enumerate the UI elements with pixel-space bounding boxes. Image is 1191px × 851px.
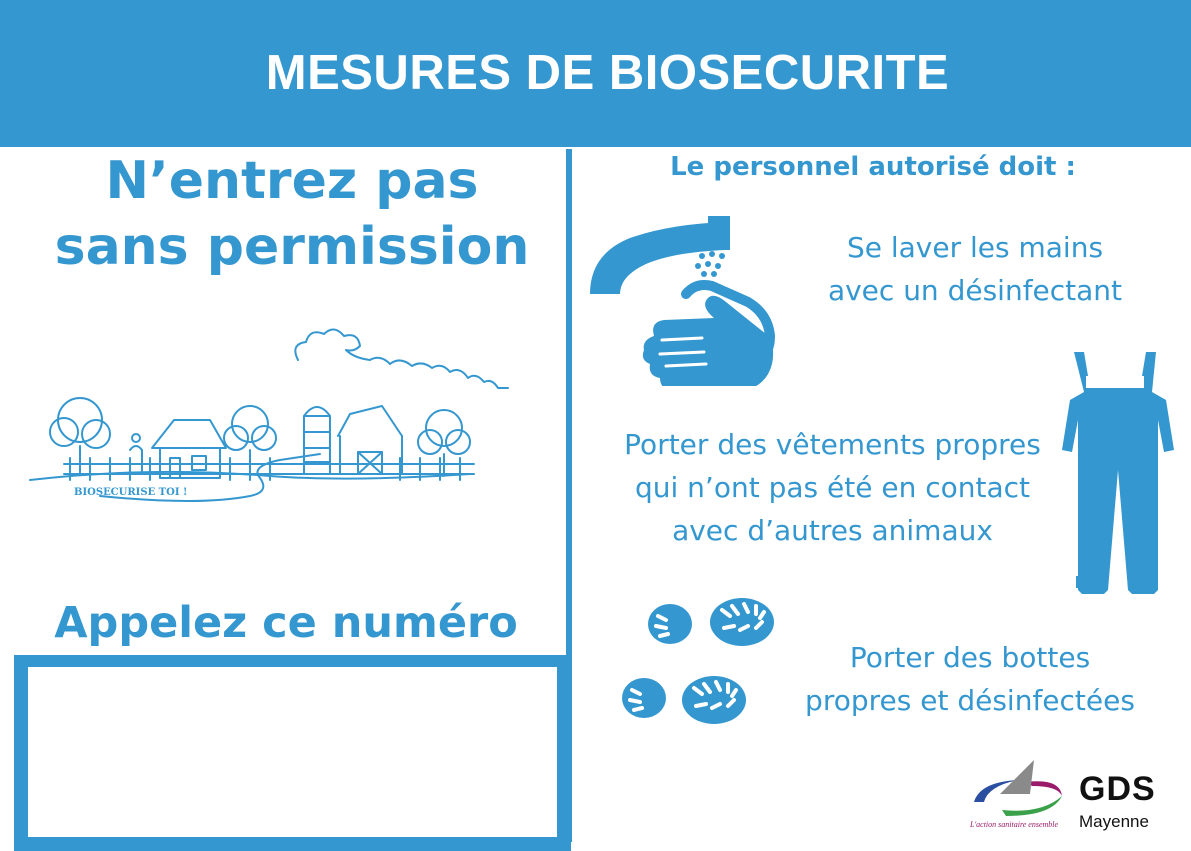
page-title: MESURES DE BIOSECURITE bbox=[265, 46, 950, 100]
rule-1-line-1: Se laver les mains bbox=[846, 231, 1104, 264]
rule-3-line-2: propres et désinfectées bbox=[805, 684, 1135, 717]
rule-2-line-3: avec d’autres animaux bbox=[672, 514, 993, 547]
logo-tagline: L'action sanitaire ensemble bbox=[970, 820, 1059, 829]
logo-region: Mayenne bbox=[1079, 812, 1149, 831]
rule-clean-boots bbox=[780, 636, 1160, 722]
rule-clean-clothes bbox=[590, 423, 1075, 552]
boot-prints-icon bbox=[620, 596, 780, 732]
call-heading: Appelez ce numéro bbox=[54, 598, 518, 648]
rule-2-line-2: qui n’ont pas été en contact bbox=[634, 471, 1030, 504]
rule-1-line-2: avec un désinfectant bbox=[827, 274, 1123, 307]
hand-wash-icon bbox=[590, 216, 780, 386]
no-entry-line-1: N’entrez pas bbox=[105, 151, 479, 211]
gds-logo bbox=[966, 758, 1176, 838]
logo-name: GDS bbox=[1079, 770, 1156, 808]
phone-number-box bbox=[14, 655, 571, 851]
gds-logo-mark bbox=[966, 758, 1078, 820]
authorized-staff-heading: Le personnel autorisé doit : bbox=[670, 152, 1076, 182]
header-banner bbox=[0, 0, 1191, 147]
no-entry-line-2: sans permission bbox=[54, 217, 530, 277]
farm-caption: BIOSECURISE TOI ! bbox=[74, 487, 188, 498]
rule-wash-hands bbox=[800, 226, 1150, 312]
rule-3-line-1: Porter des bottes bbox=[849, 641, 1091, 674]
no-entry-heading bbox=[18, 148, 566, 280]
rule-2-line-1: Porter des vêtements propres bbox=[624, 428, 1041, 461]
